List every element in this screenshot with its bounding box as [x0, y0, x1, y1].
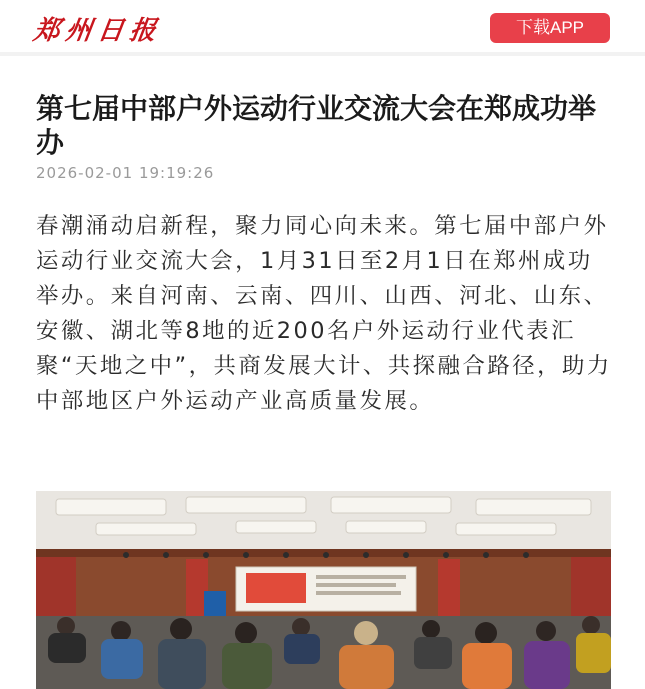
- article-card: [0, 56, 645, 689]
- app-header: [0, 0, 645, 52]
- publish-timestamp: 2026-02-01 19:19:26: [36, 164, 215, 182]
- download-app-button[interactable]: 下载APP: [490, 13, 610, 43]
- newspaper-logo: 郑州日报: [31, 16, 164, 46]
- article-title: 第七届中部户外运动行业交流大会在郑成功举办: [36, 92, 597, 159]
- conference-hall-photo[interactable]: [36, 491, 611, 689]
- conference-photo-illustration: [36, 491, 611, 689]
- article-body: 春潮涌动启新程，聚力同心向未来。第七届中部户外运动行业交流大会，1月31日至2月1日在郑州成功举办。来自河南、云南、四川、山西、河北、山东、安徽、湖北等8地的近200名户外运动行业代表汇聚“天地之中”，共商发展大计、共探融合路径，助力中部地区户外运动产业高质量发展。: [36, 213, 612, 414]
